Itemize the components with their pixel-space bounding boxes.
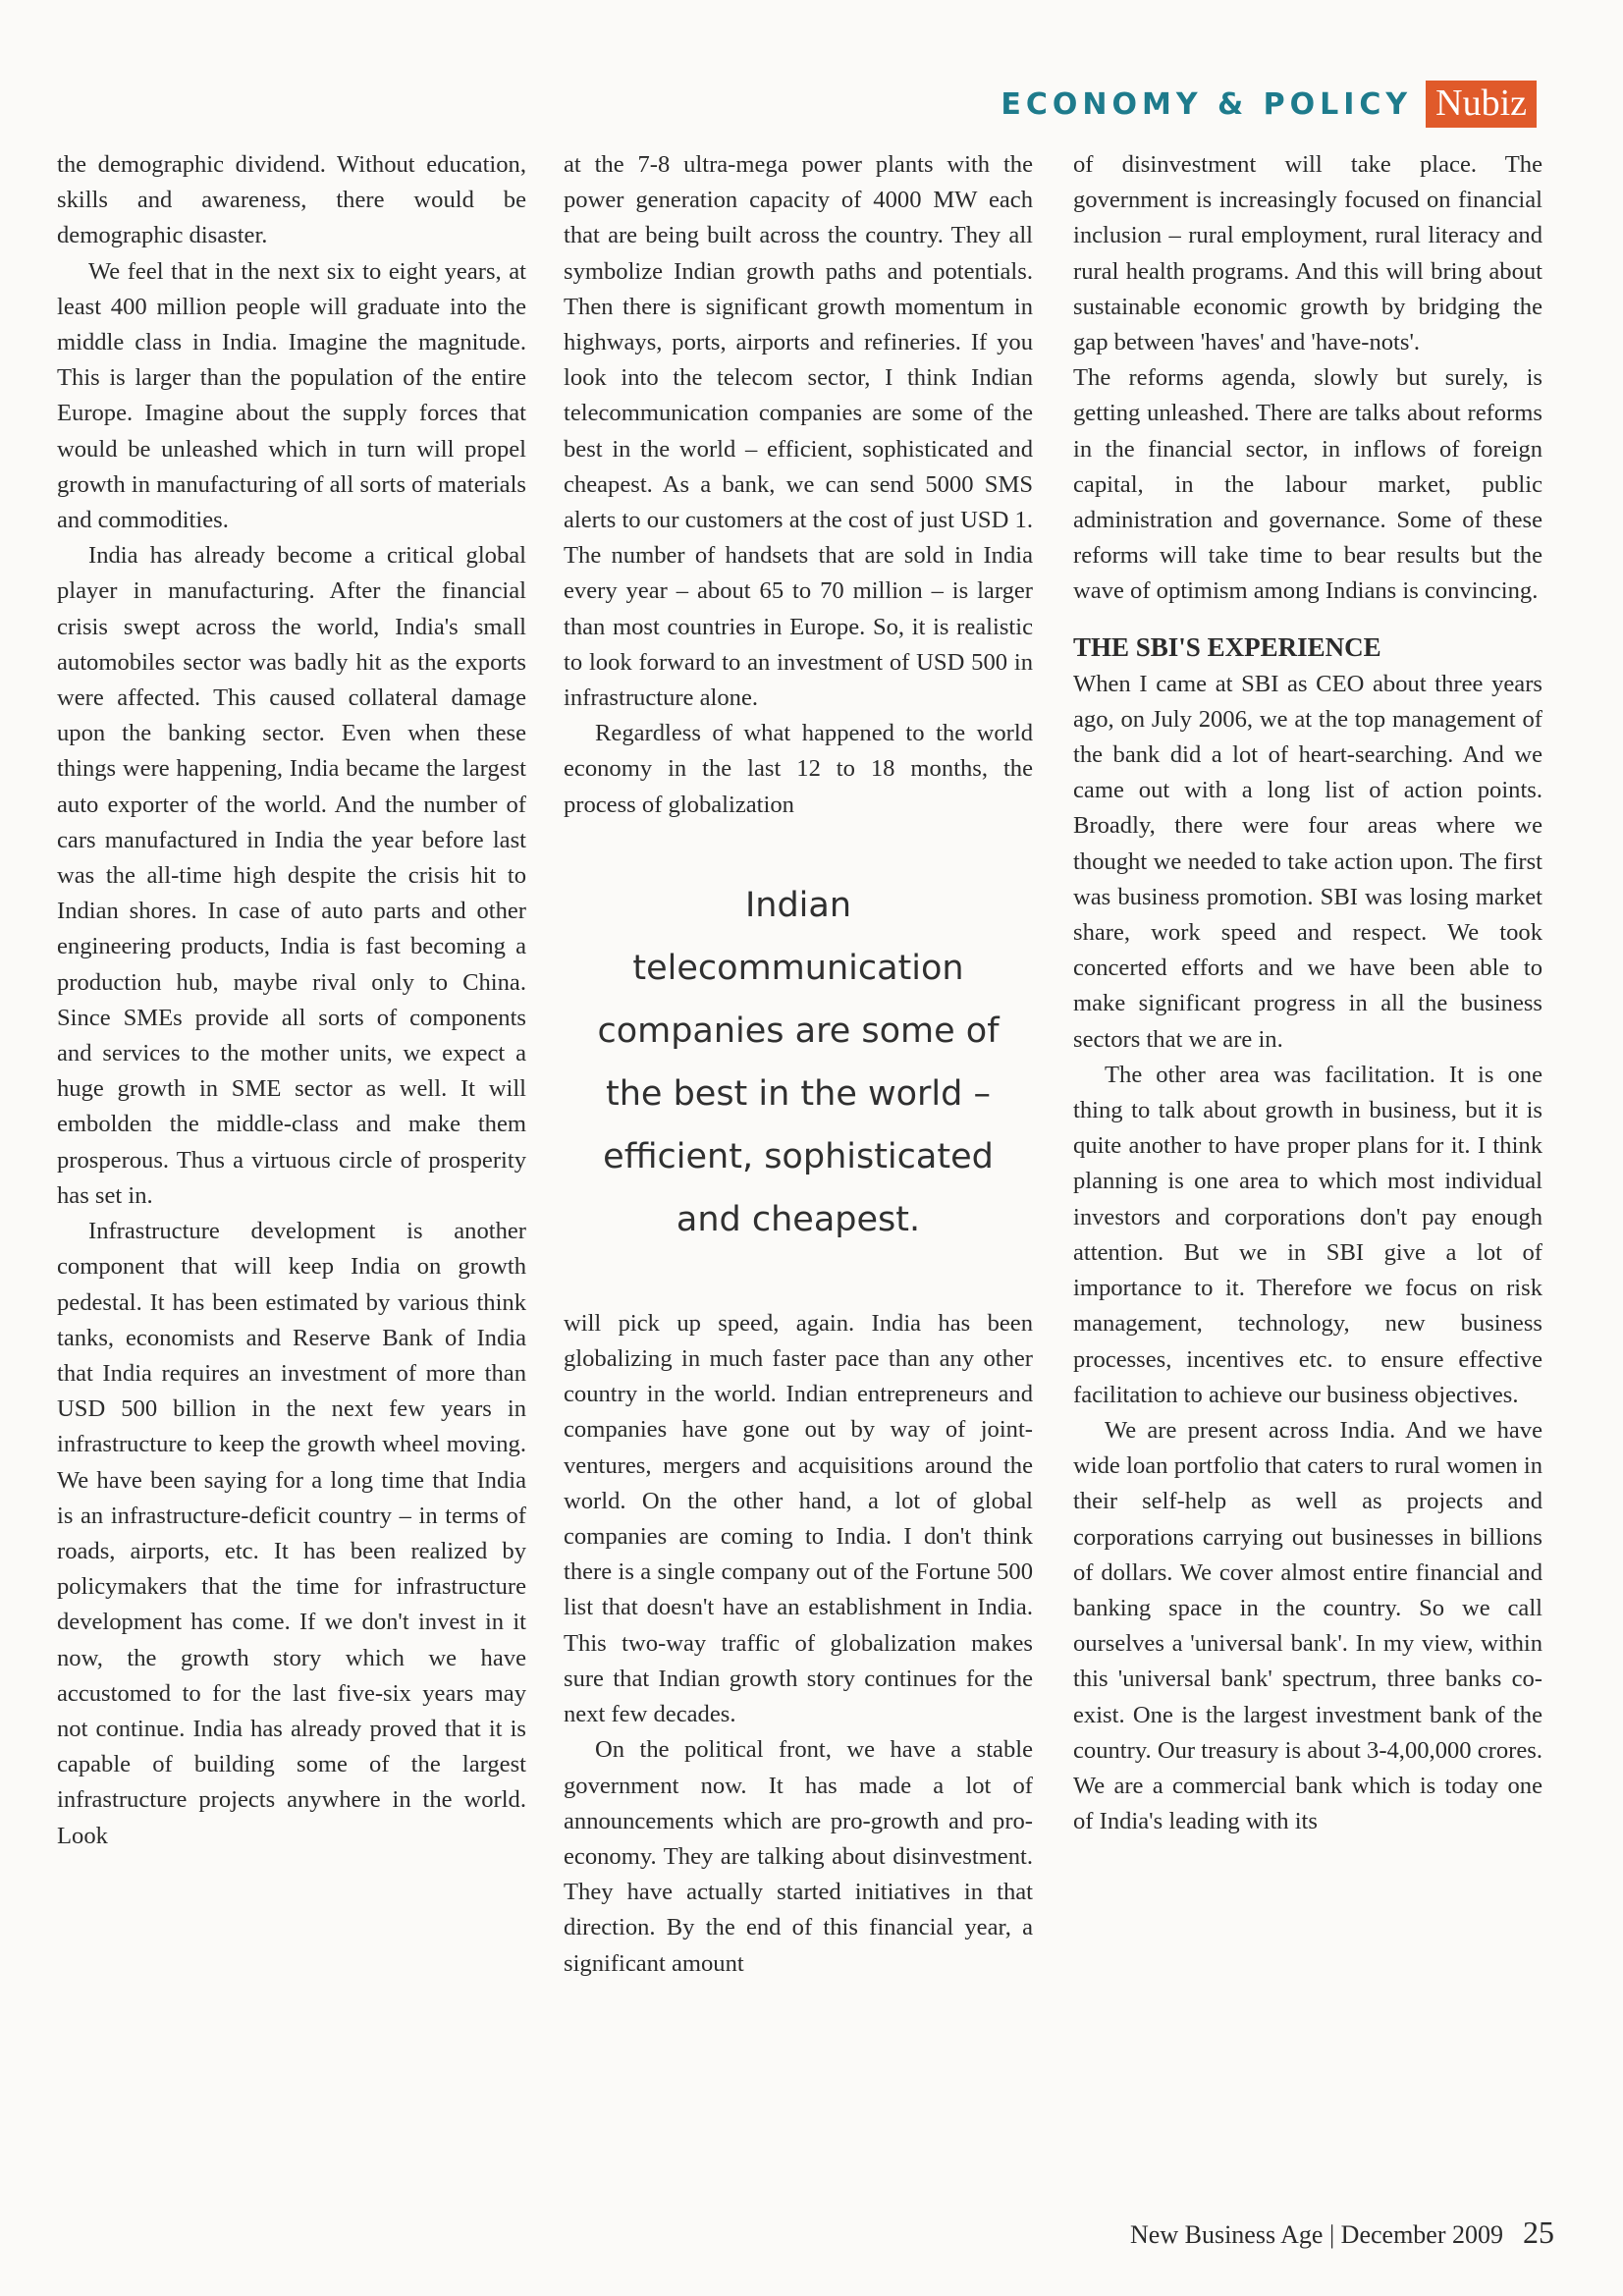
paragraph: India has already become a critical global player in manufacturing. After the financial crisis swept across the world, India's small automobiles sector was badly hit as the exports were affected. This caused collateral damage upon the banking sector. Even when these things were happening, India became the largest auto exporter of the world. And the number of cars manufactured in India the year before last was the all-time high despite the crisis hit to Indian shores. In case of auto parts and other engineering products, India is fast becoming a production hub, maybe rival only to China. Since SMEs provide all sorts of components and services to the mother units, we expect a huge growth in SME sector as well. It will embolden the middle-class and make them prosperous. Thus a virtuous circle of prosperity has set in. <box>57 542 526 1209</box>
paragraph: of disinvestment will take place. The government is increasingly focused on financial inclusion – rural employment, rural literacy and rural health programs. And this will bring about sustainable economic growth by bridging the gap between 'haves' and 'have-nots'. <box>1073 151 1542 356</box>
paragraph: We feel that in the next six to eight years, at least 400 million people will graduate into the middle class in India. Imagine the magnitude. This is larger than the population of the entire Europe. Imagine about the supply forces that would be unleashed which in turn will propel growth in manufacturing of all sorts of materials and commodities. <box>57 257 526 534</box>
paragraph: When I came at SBI as CEO about three years ago, on July 2006, we at the top management of the bank did a lot of heart-searching. And we came out with a long list of action points. Broadly, there were four areas where we thought we needed to take action upon. The first was business promotion. SBI was losing market share, work speed and respect. We took concerted efforts and we have been able to make significant progress in all the business sectors that we are in. <box>1073 670 1542 1053</box>
paragraph: The reforms agenda, slowly but surely, is getting unleashed. There are talks about reforms in the financial sector, in inflows of foreign capital, in the labour market, public administration and governance. Some of these reforms will take time to bear results but the wave of optimism among Indians is convincing. <box>1073 364 1542 605</box>
article-column-3 <box>1073 147 1542 1839</box>
article-column-2 <box>564 147 1033 1982</box>
section-subheading: THE SBI'S EXPERIENCE <box>1073 631 1381 662</box>
paragraph: Infrastructure development is another component that will keep India on growth pedestal. It has been estimated by various think tanks, economists and Reserve Bank of India that India requires an investment of more than USD 500 billion in the next few years in infrastructure to keep the growth wheel moving. We have been saying for a long time that India is an infrastructure-deficit country – in terms of roads, airports, etc. It has been realized by policymakers that the time for infrastructure development has come. If we don't invest in it now, the growth story which we have accustomed to for the last five-six years may not continue. India has already proved that it is capable of building some of the largest infrastructure projects anywhere in the world. Look <box>57 1218 526 1849</box>
page-number: 25 <box>1523 2214 1554 2250</box>
page-footer <box>1130 2214 1554 2251</box>
paragraph: We are present across India. And we have wide loan portfolio that caters to rural women in their self-help as well as projects and corporations carrying out businesses in billions of dollars. We cover almost entire financial and banking space in the country. So we call ourselves a 'universal bank'. In my view, within this 'universal bank' spectrum, three banks co-exist. One is the largest investment bank of the country. Our treasury is about 3-4,00,000 crores. We are a commercial bank which is today one of India's leading with its <box>1073 1416 1542 1835</box>
paragraph: The other area was facilitation. It is one thing to talk about growth in business, but it is quite another to have proper plans for it. I think planning is one area to which most individual investors and corporations don't pay enough attention. But we in SBI give a lot of importance to it. Therefore we focus on risk management, technology, new business processes, incentives etc. to ensure effective facilitation to achieve our business objectives. <box>1073 1061 1542 1408</box>
paragraph: will pick up speed, again. India has been globalizing in much faster pace than any other country in the world. Indian entrepreneurs and companies have gone out by way of joint-ventures, mergers and acquisitions around the world. On the other hand, a lot of global companies are coming to India. I don't think there is a single company out of the Fortune 500 list that doesn't have an establishment in India. This two-way traffic of globalization makes sure that Indian growth story continues for the next few decades. <box>564 1309 1033 1728</box>
paragraph: at the 7-8 ultra-mega power plants with the power generation capacity of 4000 MW each that are being built across the country. They all symbolize Indian growth paths and potentials. Then there is significant growth momentum in highways, ports, airports and refineries. If you look into the telecom sector, I think Indian telecommunication companies are some of the best in the world – efficient, sophisticated and cheapest. As a bank, we can send 5000 SMS alerts to our customers at the cost of just USD 1. The number of handsets that are sold in India every year – about 65 to 70 million – is larger than most countries in Europe. So, it is realistic to look forward to an investment of USD 500 in infrastructure alone. <box>564 151 1033 712</box>
paragraph: On the political front, we have a stable government now. It has made a lot of announcements which are pro-growth and pro-economy. They are talking about disinvestment. They have actually started initiatives in that direction. By the end of this financial year, a significant amount <box>564 1736 1033 1977</box>
paragraph: the demographic dividend. Without education, skills and awareness, there would be demographic disaster. <box>57 151 526 249</box>
page-header <box>1001 81 1537 128</box>
brand-logo: Nubiz <box>1426 81 1537 128</box>
publication-info: New Business Age | December 2009 <box>1130 2220 1503 2249</box>
pull-quote: Indian telecommunication companies are some of the best in the world – efficient, sophisticated and cheapest. <box>597 885 1000 1239</box>
paragraph: Regardless of what happened to the world economy in the last 12 to 18 months, the process of globalization <box>564 720 1033 818</box>
article-column-1 <box>57 147 526 1854</box>
section-label: ECONOMY & POLICY <box>1001 86 1413 122</box>
